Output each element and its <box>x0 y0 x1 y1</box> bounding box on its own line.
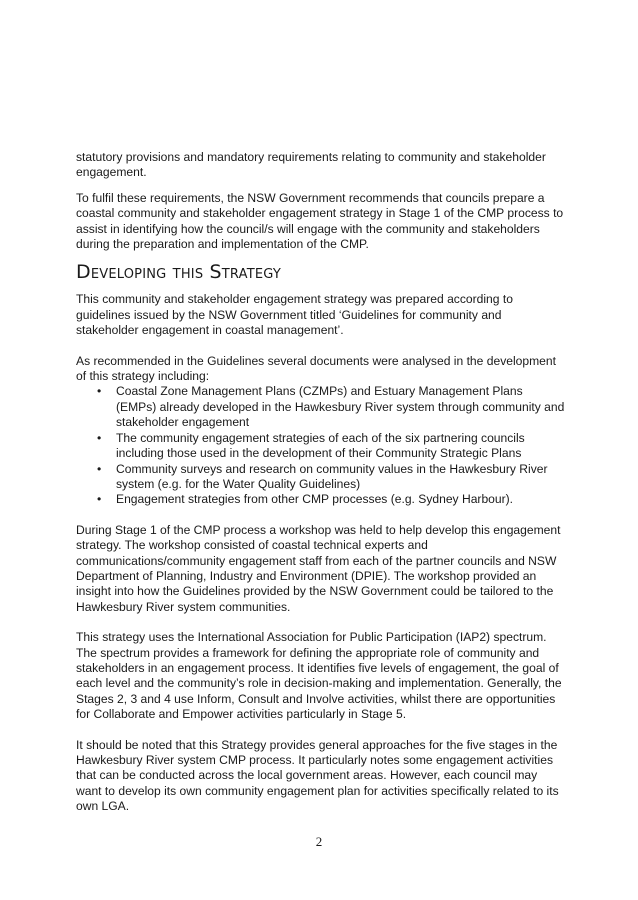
list-item <box>76 492 566 507</box>
list-item <box>76 462 566 493</box>
list-item <box>76 431 566 462</box>
list-item-text: Community surveys and research on community values in the Hawkesbury River system (e.g. for the Water Quality Guidelines) <box>116 461 548 491</box>
bullet-icon: • <box>97 492 102 507</box>
bullet-list <box>76 384 566 507</box>
list-item-text: Coastal Zone Management Plans (CZMPs) and Estuary Management Plans (EMPs) already developed in the Hawkesbury River system through community and stakeholder engagement <box>116 384 565 430</box>
list-item-text: The community engagement strategies of each of the six partnering councils including those used in the development of their Community Strategic Plans <box>116 430 525 461</box>
document-page <box>76 150 566 815</box>
paragraph-workshop: During Stage 1 of the CMP process a workshop was held to help develop this engagement strategy. The workshop consisted of coastal technical experts and communications/community engagement staff from each of the partner councils and NSW Department of Planning, Industry and Environment (DPIE). The workshop provided an insight into how the Guidelines provided by the NSW Government could be tailored to the Hawkesbury River system communities. <box>76 522 561 614</box>
list-item <box>76 384 566 430</box>
paragraph-intro: statutory provisions and mandatory requirements relating to community and stakeholder engagement. <box>76 150 546 180</box>
paragraph-requirements: To fulfil these requirements, the NSW Government recommends that councils prepare a coastal community and stakeholder engagement strategy in Stage 1 of the CMP process to assist in identifying how the council/s will engage with the community and stakeholders during the preparation and implementation of the CMP. <box>76 190 564 252</box>
page-number: 2 <box>315 834 323 849</box>
list-item-text: Engagement strategies from other CMP processes (e.g. Sydney Harbour). <box>116 492 514 507</box>
bullet-icon: • <box>97 430 102 445</box>
section-heading: Developing this Strategy <box>76 261 282 284</box>
paragraph-documents-analysed: As recommended in the Guidelines several documents were analysed in the development of this strategy including: <box>76 353 556 384</box>
paragraph-iap2-spectrum: This strategy uses the International Association for Public Participation (IAP2) spectrum. The spectrum provides a framework for defining the appropriate role of community and stakeholders in an engagement process. It identifies five levels of engagement, the goal of each level and the community’s role in decision-making and implementation. Generally, the Stages 2, 3 and 4 use Inform, Consult and Involve activities, whilst there are opportunities for Collaborate and Empower activities particularly in Stage 5. <box>76 630 562 722</box>
bullet-icon: • <box>97 384 102 399</box>
bullet-icon: • <box>97 461 102 476</box>
paragraph-strategy-prepared: This community and stakeholder engagement strategy was prepared according to guidelines issued by the NSW Government titled ‘Guidelines for community and stakeholder engagement in coastal management’. <box>76 292 513 338</box>
paragraph-general-approaches: It should be noted that this Strategy provides general approaches for the five stages in the Hawkesbury River system CMP process. It particularly notes some engagement activities that can be conducted across the local government areas. However, each council may want to develop its own community engagement plan for activities specifically related to its own LGA. <box>76 737 559 814</box>
